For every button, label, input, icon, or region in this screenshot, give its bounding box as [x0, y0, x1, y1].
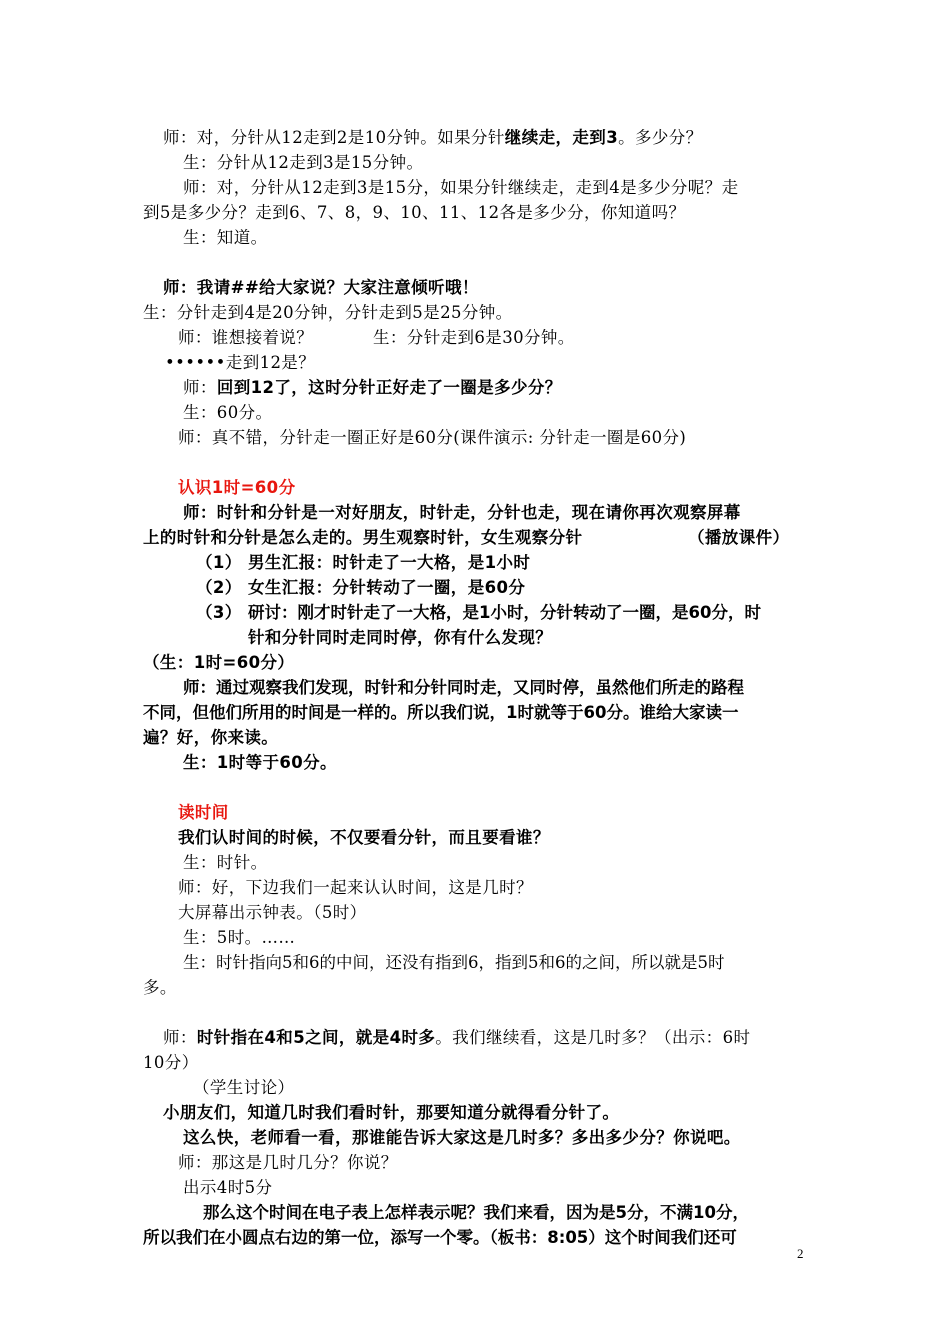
dialogue-line: 不同，但他们所用的时间是一样的。所以我们说，1时就等于60分。谁给大家读一 — [143, 703, 739, 722]
text-run: 师： — [163, 1028, 197, 1047]
list-marker: （3） — [196, 603, 242, 622]
dialogue-line: 小朋友们，知道几时我们看时针，那要知道分就得看分针了。 — [163, 1103, 620, 1122]
dialogue-line: 师：那这是几时几分？你说？ — [178, 1153, 398, 1172]
list-marker: （2） — [196, 578, 242, 597]
dialogue-line: 师：我请##给大家说？大家注意倾听哦！ — [163, 278, 479, 297]
dialogue-line: 10分） — [143, 1053, 199, 1072]
dialogue-line: 大屏幕出示钟表。（5时） — [178, 903, 367, 922]
dialogue-line: 生：分针走到4是20分钟，分针走到5是25分钟。 — [143, 303, 513, 322]
dialogue-line: 所以我们在小圆点右边的第一位，添写一个零。（板书：8:05）这个时间我们还可 — [143, 1228, 737, 1247]
text-run: 。多少分？ — [618, 128, 703, 147]
list-item: 男生汇报：时针走了一大格，是1小时 — [248, 553, 531, 572]
dialogue-line: 我们认时间的时候，不仅要看分针，而且要看谁？ — [178, 828, 550, 847]
dialogue-line: 生：分针从12走到3是15分钟。 — [183, 153, 424, 172]
dialogue-line: 到5是多少分？走到6、7、8，9、10、11、12各是多少分，你知道吗？ — [143, 203, 686, 222]
dialogue-line: 生：60分。 — [183, 403, 273, 422]
dialogue-line: 生：时针指向5和6的中间，还没有指到6，指到5和6的之间，所以就是5时 — [183, 953, 725, 972]
dialogue-line — [163, 126, 703, 150]
dialogue-line: （生：1时=60分） — [143, 653, 295, 672]
list-marker: （1） — [196, 553, 242, 572]
dialogue-line: （学生讨论） — [193, 1078, 295, 1097]
text-run: 师：对，分针从12走到2是10分钟。如果分针 — [163, 128, 505, 147]
dialogue-line: 生：时针。 — [183, 853, 268, 872]
dialogue-line: 生：知道。 — [183, 228, 268, 247]
dialogue-line: 生：1时等于60分。 — [183, 753, 337, 772]
dialogue-line: 师：谁想接着说？ — [178, 328, 314, 347]
list-item: 女生汇报：分针转动了一圈，是60分 — [248, 578, 526, 597]
dialogue-line: 多。 — [143, 978, 177, 997]
section-heading: 认识1时=60分 — [178, 478, 296, 497]
text-run: 。我们继续看，这是几时多？（出示：6时 — [435, 1028, 751, 1047]
dialogue-line: 师：对，分针从12走到3是15分，如果分针继续走，走到4是多少分呢？走 — [183, 178, 739, 197]
dialogue-line — [183, 376, 562, 400]
dialogue-line: 师：时针和分针是一对好朋友，时针走，分针也走，现在请你再次观察屏幕 — [183, 503, 741, 522]
dialogue-line: 那么这个时间在电子表上怎样表示呢？我们来看，因为是5分，不满10分， — [203, 1203, 749, 1222]
bold-text-run: 继续走，走到3 — [504, 128, 619, 147]
bold-text-run: 回到12了，这时分针正好走了一圈是多少分？ — [216, 378, 562, 397]
dialogue-line: 出示4时5分 — [183, 1178, 273, 1197]
list-item: 研讨：刚才时针走了一大格，是1小时，分针转动了一圈，是60分，时 — [248, 603, 761, 622]
dialogue-line: 这么快，老师看一看，那谁能告诉大家这是几时多？多出多少分？你说吧。 — [183, 1128, 741, 1147]
dialogue-line: 生：5时。…… — [183, 928, 296, 947]
list-item: 针和分针同时走同时停，你有什么发现？ — [248, 628, 553, 647]
dialogue-line — [163, 1026, 750, 1050]
dialogue-line: 师：通过观察我们发现，时针和分针同时走，又同时停，虽然他们所走的路程 — [183, 678, 744, 697]
bold-text-run: 时针指在4和5之间，就是4时多 — [196, 1028, 436, 1047]
dialogue-line: 生：分针走到6是30分钟。 — [373, 328, 575, 347]
text-run: 师： — [183, 378, 217, 397]
dialogue-line: 师：真不错，分针走一圈正好是60分(课件演示: 分针走一圈是60分) — [178, 428, 687, 447]
page-number: 2 — [797, 1246, 804, 1261]
dialogue-line: 上的时针和分针是怎么走的。男生观察时针，女生观察分针 — [143, 528, 583, 547]
dialogue-line: 遍？好，你来读。 — [143, 728, 279, 747]
dialogue-line: （播放课件） — [688, 528, 790, 547]
section-heading: 读时间 — [178, 803, 229, 822]
dialogue-line: ••••••走到12是？ — [165, 353, 316, 372]
dialogue-line: 师：好，下边我们一起来认认时间，这是几时？ — [178, 878, 533, 897]
